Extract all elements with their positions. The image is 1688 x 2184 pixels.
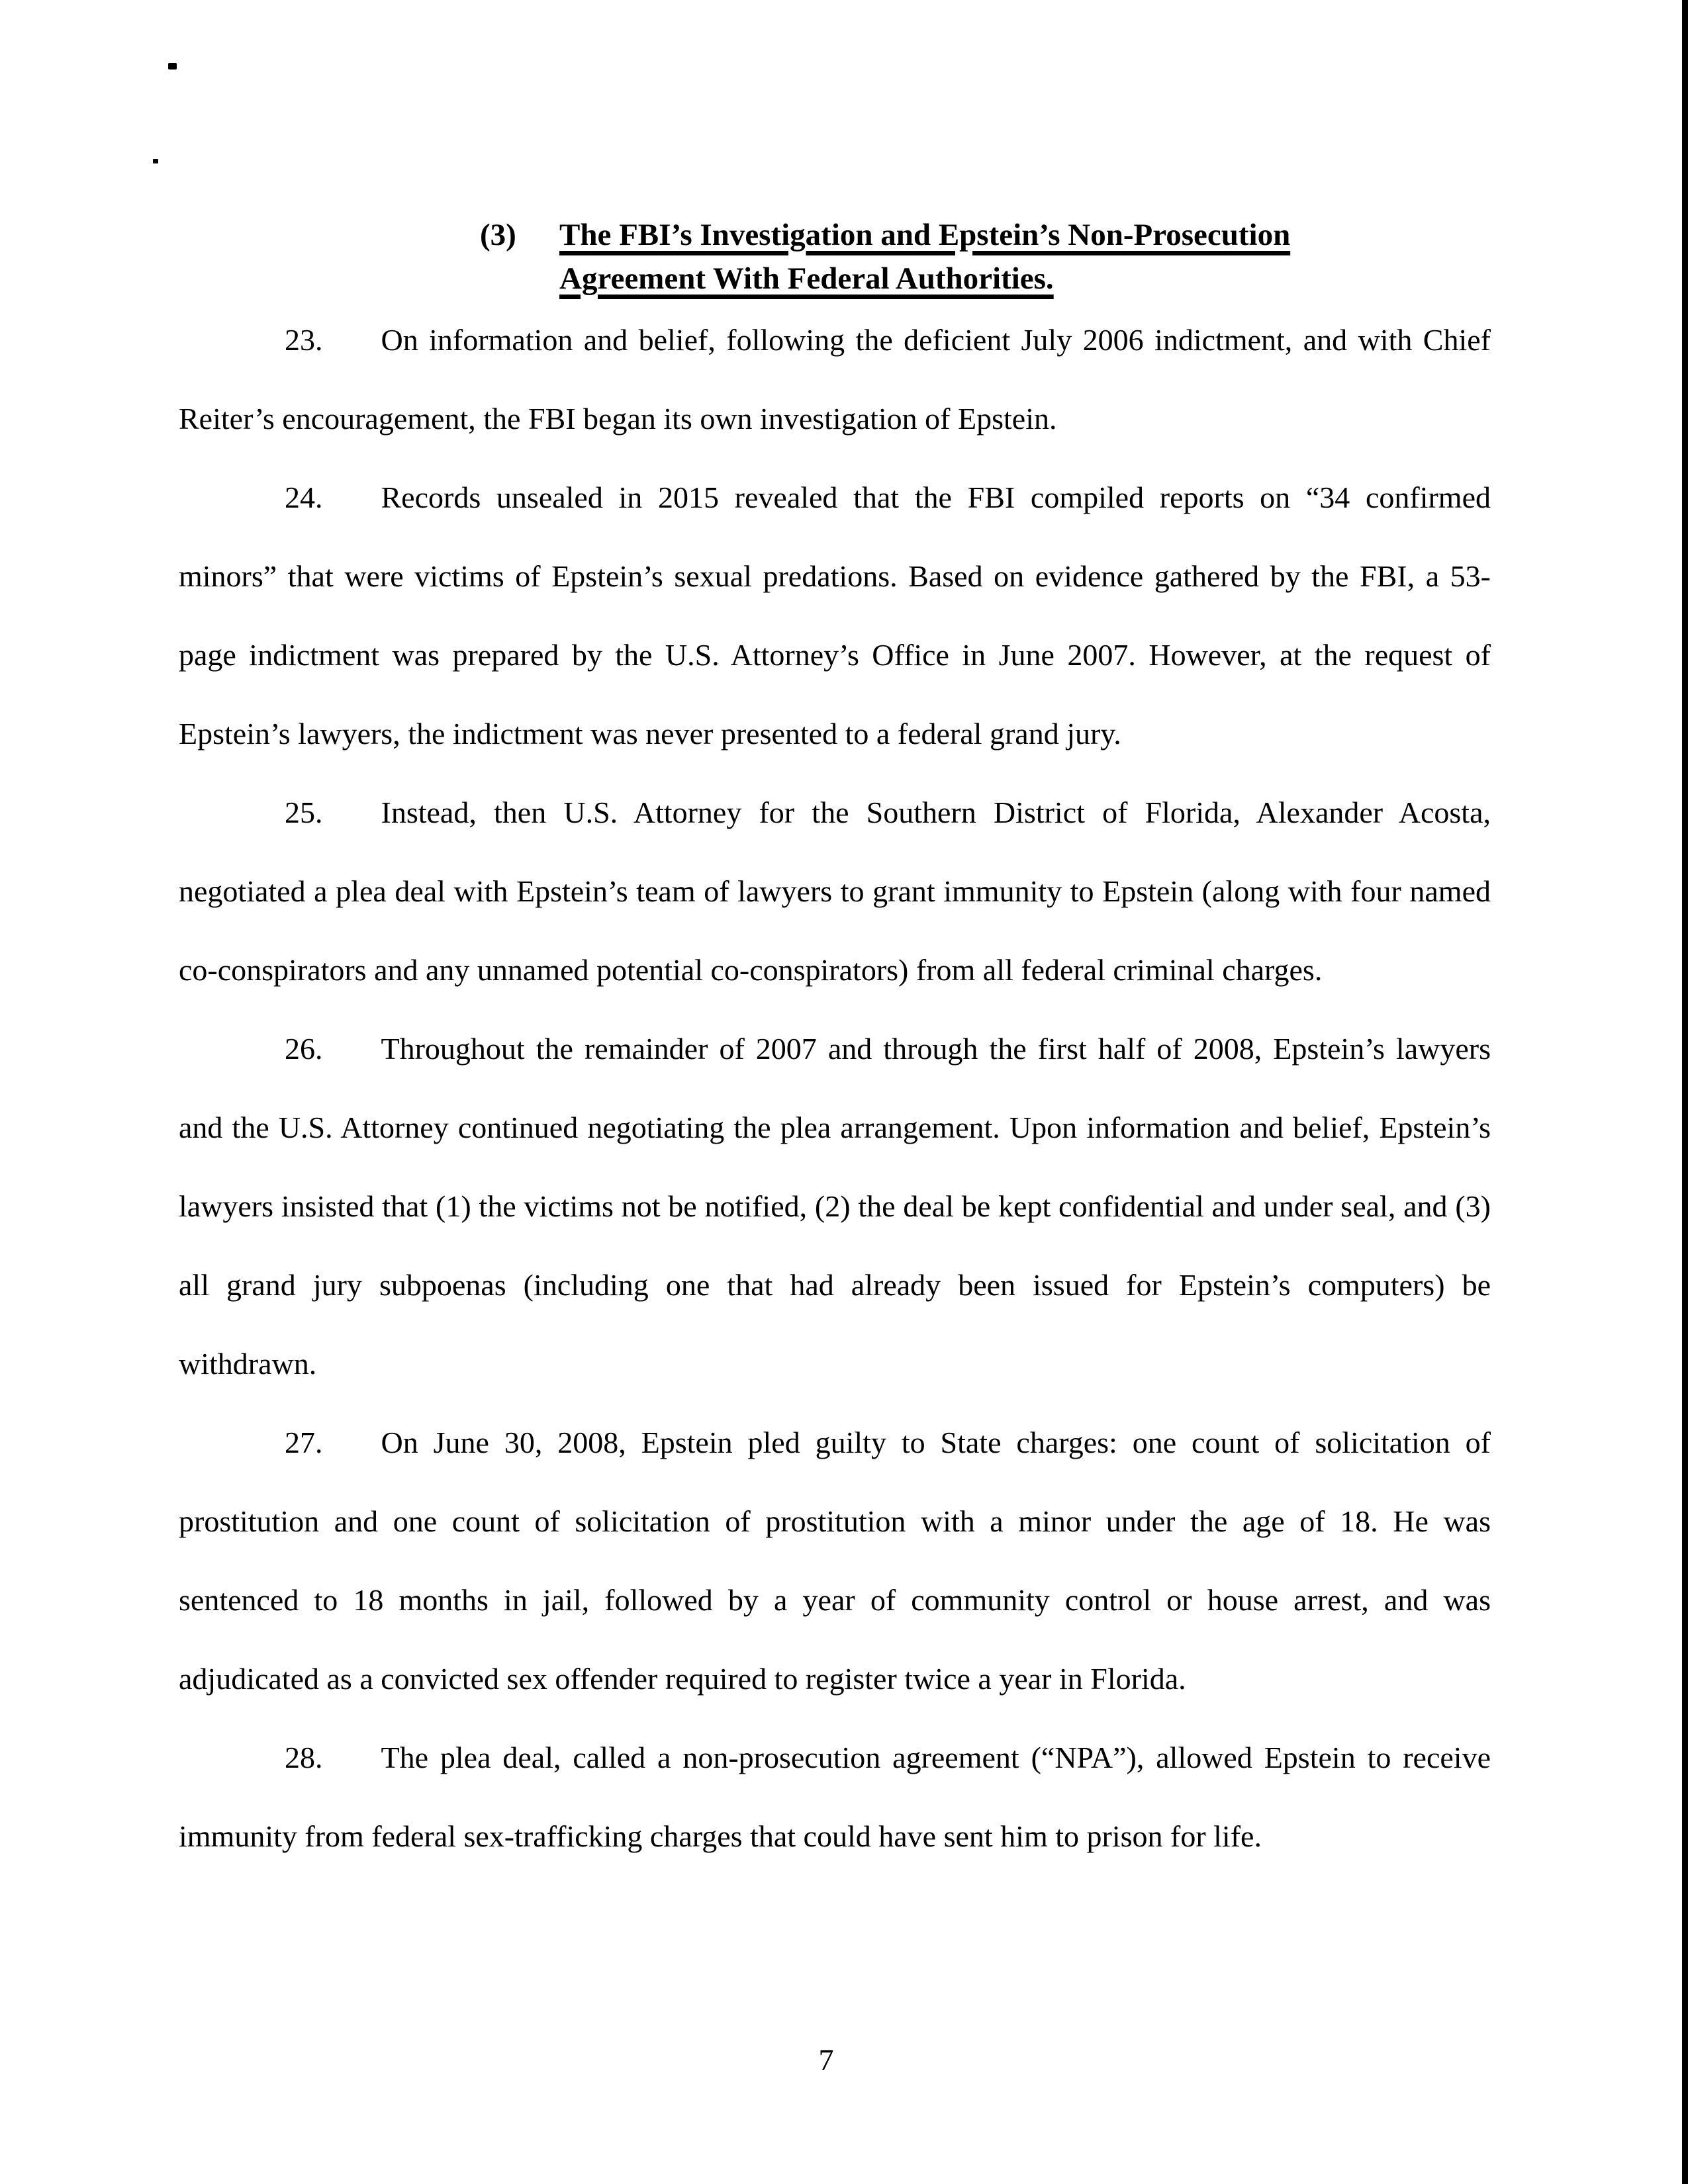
paragraph-26	[179, 1009, 1491, 1403]
scan-speck	[153, 159, 158, 163]
paragraph-number: 24.	[285, 480, 323, 514]
paragraph-text: On June 30, 2008, Epstein pled guilty to State charges: one count of solicitation of prostitution and one count of solicitation of prostitution with a minor under the age of 18. He was sentenced to 18 months in jail, followed by a year of community control or house arrest, and was adjudicated as a convicted sex offender required to register twice a year in Florida.	[179, 1426, 1491, 1696]
paragraph-number: 27.	[285, 1426, 323, 1459]
scan-speck	[168, 63, 177, 69]
document-body	[179, 213, 1491, 1876]
paragraph-23	[179, 300, 1491, 458]
section-heading-title	[559, 213, 1290, 300]
paragraph-24	[179, 458, 1491, 773]
section-heading-title-line-2: Agreement With Federal Authorities.	[559, 261, 1054, 296]
paragraph-28	[179, 1718, 1491, 1876]
paragraph-number: 23.	[285, 323, 323, 357]
paragraph-number: 26.	[285, 1032, 323, 1066]
section-heading	[480, 213, 1491, 300]
paragraph-text: Records unsealed in 2015 revealed that the FBI compiled reports on “34 confirmed minors” that were victims of Epstein’s sexual predations. Based on evidence gathered by the FBI, a 53-page indictment was prepared by the U.S. Attorney’s Office in June 2007. However, at the request of Epstein’s lawyers, the indictment was never presented to a federal grand jury.	[179, 480, 1491, 751]
paragraph-text: On information and belief, following the deficient July 2006 indictment, and with Chief Reiter’s encouragement, the FBI began its own investigation of Epstein.	[179, 323, 1491, 435]
paragraph-number: 25.	[285, 796, 323, 829]
paragraph-25	[179, 773, 1491, 1009]
paragraph-text: The plea deal, called a non-prosecution agreement (“NPA”), allowed Epstein to receive immunity from federal sex-trafficking charges that could have sent him to prison for life.	[179, 1741, 1491, 1853]
paragraph-number: 28.	[285, 1741, 323, 1774]
paragraph-27	[179, 1403, 1491, 1718]
paragraph-text: Instead, then U.S. Attorney for the Southern District of Florida, Alexander Acosta, negotiated a plea deal with Epstein’s team of lawyers to grant immunity to Epstein (along with four named co-conspirators and any unnamed potential co-conspirators) from all federal criminal charges.	[179, 796, 1491, 987]
paragraph-text: Throughout the remainder of 2007 and through the first half of 2008, Epstein’s lawyers and the U.S. Attorney continued negotiating the plea arrangement. Upon information and belief, Epstein’s lawyers insisted that (1) the victims not be notified, (2) the deal be kept confidential and under seal, and (3) all grand jury subpoenas (including one that had already been issued for Epstein’s computers) be withdrawn.	[179, 1032, 1491, 1381]
page-number: 7	[818, 2043, 834, 2077]
section-heading-number: (3)	[480, 218, 516, 252]
scan-artifact-right-edge-line	[1682, 0, 1688, 2184]
section-heading-title-line-1: The FBI’s Investigation and Epstein’s Non-Prosecution	[559, 218, 1291, 252]
